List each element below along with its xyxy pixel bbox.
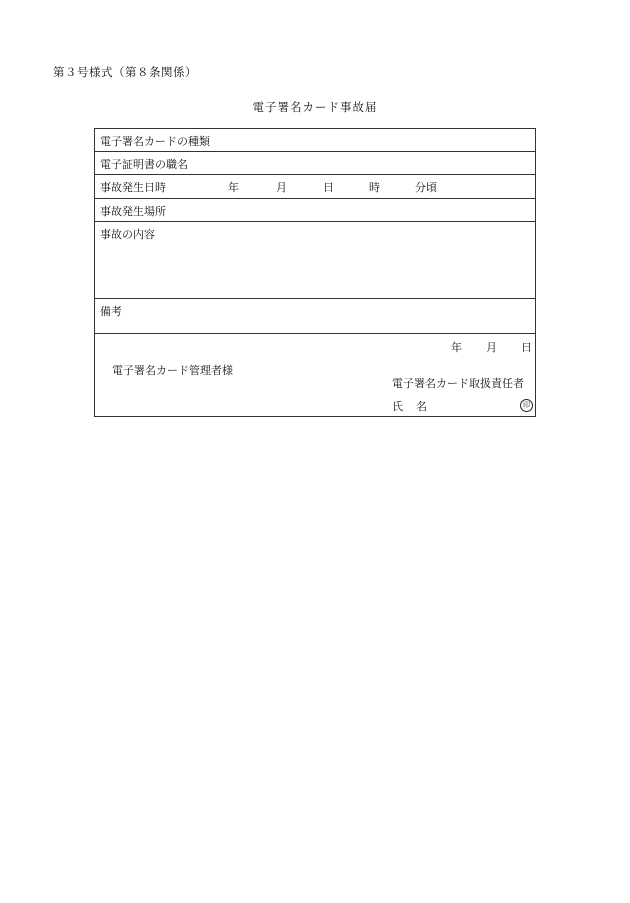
row-details bbox=[95, 222, 535, 299]
submission-day-unit: 日 bbox=[521, 341, 532, 354]
occurrence-minute-unit: 分頃 bbox=[415, 181, 437, 194]
row-card-type bbox=[95, 129, 535, 152]
card-type-label: 電子署名カードの種類 bbox=[100, 135, 210, 148]
occurrence-label: 事故発生日時 bbox=[100, 181, 166, 194]
occurrence-year-unit: 年 bbox=[228, 181, 239, 194]
occurrence-day-unit: 日 bbox=[323, 181, 334, 194]
accident-report-form bbox=[94, 128, 536, 417]
row-remarks bbox=[95, 299, 535, 334]
name-label-second-char: 名 bbox=[416, 400, 427, 413]
occurrence-month-unit: 月 bbox=[276, 181, 287, 194]
form-number: 第３号様式（第８条関係） bbox=[53, 65, 197, 79]
details-label: 事故の内容 bbox=[100, 228, 155, 241]
submitter-title: 電子署名カード取扱責任者 bbox=[392, 377, 524, 390]
row-job-title bbox=[95, 152, 535, 175]
addressee: 電子署名カード管理者様 bbox=[112, 364, 233, 377]
seal-icon: 印 bbox=[520, 399, 533, 412]
row-submission bbox=[95, 334, 535, 416]
row-occurrence-datetime bbox=[95, 175, 535, 199]
submission-month-unit: 月 bbox=[486, 341, 497, 354]
document-title: 電子署名カード事故届 bbox=[252, 100, 378, 114]
submission-year-unit: 年 bbox=[451, 341, 462, 354]
job-title-label: 電子証明書の職名 bbox=[100, 158, 188, 171]
remarks-label: 備考 bbox=[100, 305, 122, 318]
name-label-first-char: 氏 bbox=[392, 400, 403, 413]
location-label: 事故発生場所 bbox=[100, 205, 166, 218]
occurrence-hour-unit: 時 bbox=[369, 181, 380, 194]
row-location bbox=[95, 199, 535, 222]
